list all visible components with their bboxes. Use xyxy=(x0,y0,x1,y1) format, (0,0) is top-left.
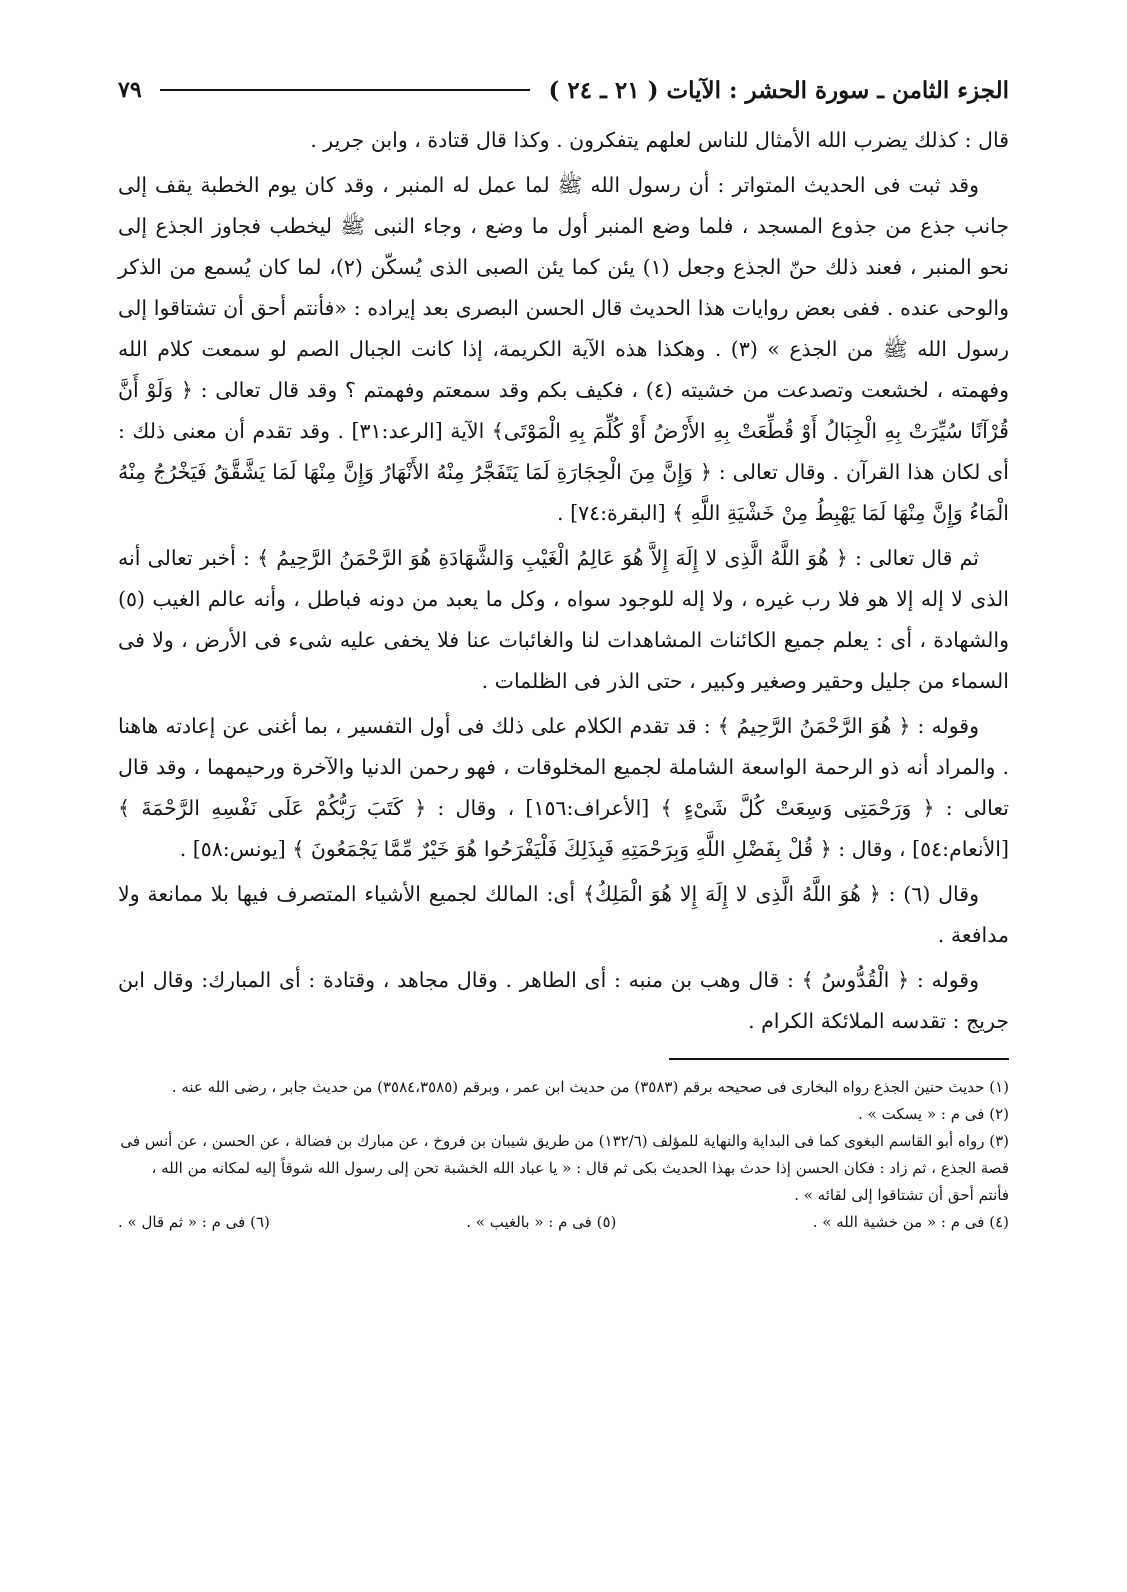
footnotes xyxy=(118,1074,1009,1236)
footnote-6: (٦) فى م : « ثم قال » . xyxy=(118,1213,270,1231)
paragraph-6: وقوله : ﴿ الْقُدُّوسُ ﴾ : قال وهب بن منبه : أى الطاهر . وقال مجاهد ، وقتادة : أى المبارك: وقال ابن جريج : تقدسه الملائكة الكرام . xyxy=(118,968,1009,1033)
paragraph-3: ثم قال تعالى : ﴿ هُوَ اللَّهُ الَّذِى لا إِلَهَ إِلاَّ هُوَ عَالِمُ الْغَيْبِ وَالشَّهَادَةِ هُوَ الرَّحْمَنُ الرَّحِيمُ ﴾ : أخبر تعالى أنه الذى لا إله إلا هو فلا رب غيره ، ولا إله للوجود سواه ، وكل ما يعبد من دونه فباطل ، وأنه عالم الغيب (٥) والشهادة ، أى : يعلم جميع الكائنات المشاهدات لنا والغائبات عنا فلا يخفى عليه شىء فى الأرض ، ولا فى السماء من جليل وحقير وصغير وكبير ، حتى الذر فى الظلمات . xyxy=(118,546,1009,693)
main-text xyxy=(118,120,1009,1042)
page xyxy=(118,60,1009,1236)
footnotes-row xyxy=(118,1209,1009,1236)
header-rule xyxy=(160,89,531,91)
paragraph-1: قال : كذلك يضرب الله الأمثال للناس لعلهم يتفكرون . وكذا قال قتادة ، وابن جرير . xyxy=(310,128,1009,152)
paragraph-2: وقد ثبت فى الحديث المتواتر : أن رسول الله ﷺ لما عمل له المنبر ، وقد كان يوم الخطبة يقف إلى جانب جذع من جذوع المسجد ، فلما وضع المنبر أول ما وضع ، وجاء النبى ﷺ ليخطب فجاوز الجذع إلى نحو المنبر ، فعند ذلك حنّ الجذع وجعل (١) يئن كما يئن الصبى الذى يُسكّن (٢)، لما كان يُسمع من الذكر والوحى عنده . ففى بعض روايات هذا الحديث قال الحسن البصرى بعد إيراده : «فأنتم أحق أن تشتاقوا إلى رسول الله ﷺ من الجذع » (٣) . وهكذا هذه الآية الكريمة، إذا كانت الجبال الصم لو سمعت كلام الله وفهمته ، لخشعت وتصدعت من خشيته (٤) ، فكيف بكم وقد سمعتم وفهمتم ؟ وقد قال تعالى : ﴿ وَلَوْ أَنَّ قُرْآنًا سُيِّرَتْ بِهِ الْجِبَالُ أَوْ قُطِّعَتْ بِهِ الأَرْضُ أَوْ كُلِّمَ بِهِ الْمَوْتَى﴾ الآية [الرعد:٣١] . وقد تقدم أن معنى ذلك : أى لكان هذا القرآن . وقال تعالى : ﴿ وَإِنَّ مِنَ الْحِجَارَةِ لَمَا يَتَفَجَّرُ مِنْهُ الأَنْهَارُ وَإِنَّ مِنْهَا لَمَا يَشَّقَّقُ فَيَخْرُجُ مِنْهُ الْمَاءُ وَإِنَّ مِنْهَا لَمَا يَهْبِطُ مِنْ خَشْيَةِ اللَّهِ ﴾ [البقرة:٧٤] . xyxy=(118,173,1010,525)
header-title: الجزء الثامن ـ سورة الحشر : الآيات ( ٢١ ـ ٢٤ ) xyxy=(548,76,1009,104)
footnote-rule xyxy=(669,1058,1009,1060)
footnote-1: (١) حديث حنين الجذع رواه البخارى فى صحيحه برقم (٣٥٨٣) من حديث ابن عمر ، وبرقم (٣٥٨٤،٣٥٨٥) من حديث جابر ، رضى الله عنه . xyxy=(171,1078,1009,1096)
page-number: ٧٩ xyxy=(118,77,142,103)
paragraph-4: وقوله : ﴿ هُوَ الرَّحْمَنُ الرَّحِيمُ ﴾ : قد تقدم الكلام على ذلك فى أول التفسير ، بما أغنى عن إعادته هاهنا . والمراد أنه ذو الرحمة الواسعة الشاملة لجميع المخلوقات ، فهو رحمن الدنيا والآخرة ورحيمهما ، وقد قال تعالى : ﴿ وَرَحْمَتِى وَسِعَتْ كُلَّ شَىْءٍ ﴾ [الأعراف:١٥٦] ، وقال : ﴿ كَتَبَ رَبُّكُمْ عَلَى نَفْسِهِ الرَّحْمَةَ ﴾ [الأنعام:٥٤] ، وقال : ﴿ قُلْ بِفَضْلِ اللَّهِ وَبِرَحْمَتِهِ فَبِذَلِكَ فَلْيَفْرَحُوا هُوَ خَيْرٌ مِّمَّا يَجْمَعُونَ ﴾ [يونس:٥٨] . xyxy=(118,714,1009,861)
paragraph-5: وقال (٦) : ﴿ هُوَ اللَّهُ الَّذِى لا إِلَهَ إِلا هُوَ الْمَلِكُ﴾ أى: المالك لجميع الأشياء المتصرف فيها بلا ممانعة ولا مدافعة . xyxy=(118,882,1009,947)
footnote-5: (٥) فى م : « بالغيب » . xyxy=(466,1213,617,1231)
footnote-3: (٣) رواه أبو القاسم البغوى كما فى البداية والنهاية للمؤلف (١٣٢/٦) من طريق شيبان بن فروخ ، عن مبارك بن فضالة ، عن الحسن ، عن أنس فى قصة الجذع ، ثم زاد : فكان الحسن إذا حدث بهذا الحديث بكى ثم قال : « يا عباد الله الخشبة تحن إلى رسول الله شوقاً إليه لمكانه من الله ، فأنتم أحق أن تشتاقوا إلى لقائه » . xyxy=(120,1132,1009,1204)
running-header xyxy=(118,60,1009,120)
footnote-2: (٢) فى م : « يسكت » . xyxy=(858,1105,1009,1123)
footnote-4: (٤) فى م : « من خشية الله » . xyxy=(812,1213,1009,1231)
